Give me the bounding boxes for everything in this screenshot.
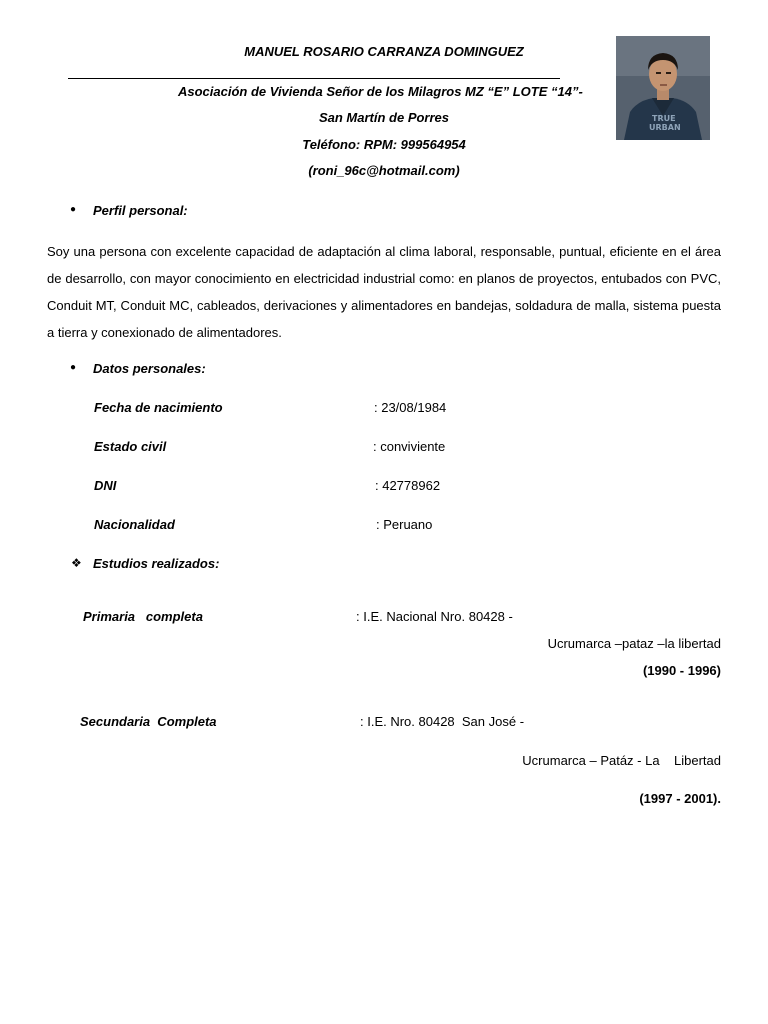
shirt-text-1: TRUE [652,114,676,123]
datos-label-civil: Estado civil [94,439,167,454]
secundaria-label: Secundaria Completa [80,714,217,729]
bullet-icon: ● [70,362,77,373]
header-divider [68,78,560,79]
primaria-years: (1990 - 1996) [642,663,721,678]
bullet-icon: ● [70,204,77,215]
email: (roni_96c@hotmail.com) [308,163,460,178]
secundaria-place: Ucrumarca – Patáz - La Libertad [522,753,721,768]
address-line-2: San Martín de Porres [318,110,450,125]
datos-value-birthdate: : 23/08/1984 [374,400,447,415]
section-title-estudios: Estudios realizados: [93,556,220,571]
section-title-perfil: Perfil personal: [93,203,188,218]
address-line-1: Asociación de Vivienda Señor de los Milagros MZ “E” LOTE “14”- [178,84,583,99]
datos-label-birthdate: Fecha de nacimiento [94,400,223,415]
datos-label-nationality: Nacionalidad [94,517,175,532]
datos-label-dni: DNI [94,478,117,493]
profile-photo [616,36,710,140]
primaria-label: Primaria completa [83,609,203,624]
primaria-school: : I.E. Nacional Nro. 80428 - [356,609,513,624]
section-title-datos: Datos personales: [93,361,206,376]
datos-value-nationality: : Peruano [376,517,433,532]
primaria-place: Ucrumarca –pataz –la libertad [547,636,721,651]
datos-value-civil: : conviviente [373,439,446,454]
secundaria-school: : I.E. Nro. 80428 San José - [360,714,525,729]
applicant-name: MANUEL ROSARIO CARRANZA DOMINGUEZ [244,44,524,59]
datos-value-dni: : 42778962 [375,478,441,493]
diamond-bullet-icon: ❖ [71,556,82,570]
phone: Teléfono: RPM: 999564954 [302,137,466,152]
secundaria-years: (1997 - 2001). [639,791,721,806]
shirt-text-2: URBAN [649,123,681,132]
perfil-paragraph: Soy una persona con excelente capacidad de adaptación al clima laboral, responsable, puntual, eficiente en el área de desarrollo, con mayor conocimiento en electricidad industrial como: en planos de proyectos, entubados con PVC, Conduit MT, Conduit MC, cableados, derivaciones y alimentadores en bandejas, soldadura de malla, sistema puesta a tierra y conexionado de alimentadores. [47,244,721,340]
